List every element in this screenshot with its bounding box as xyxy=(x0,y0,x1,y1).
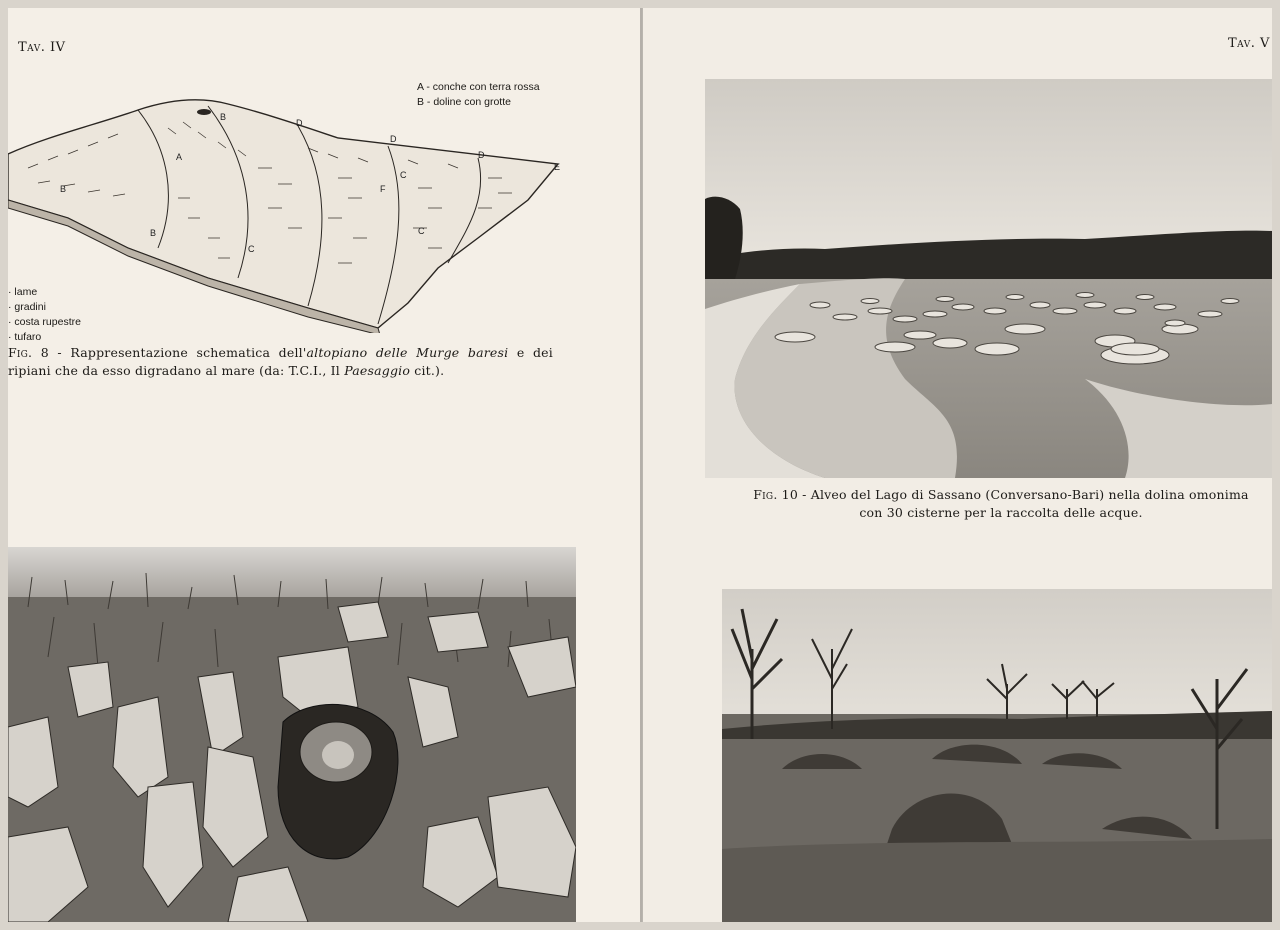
diagram-letter: F xyxy=(380,184,386,194)
plate-label-left: Tav. IV xyxy=(18,40,66,55)
karst-rocks-photo xyxy=(8,547,576,922)
legend-item-gradini: · gradini xyxy=(8,301,46,313)
plate-label-right: Tav. V xyxy=(1228,36,1270,51)
left-page xyxy=(8,8,640,922)
diagram-letter: C xyxy=(418,226,425,236)
diagram-letter: A xyxy=(176,152,183,162)
figure-10-caption: Fig. 10 - Alveo del Lago di Sassano (Conversano-Bari) nella dolina omonima con 30 cisterne per la raccolta delle acque. xyxy=(753,487,1249,520)
diagram-letter: D xyxy=(296,118,303,128)
right-page xyxy=(643,8,1272,922)
legend-item-costa-rupestre: · costa rupestre xyxy=(8,316,81,328)
murge-schematic-diagram xyxy=(8,88,568,333)
legend-item-a: A - conche con terra rossa xyxy=(417,81,540,93)
diagram-letter: C xyxy=(248,244,255,254)
diagram-letter: B xyxy=(150,228,157,238)
figure-8-caption: Fig. 8 - Rappresentazione schematica dell'altopiano delle Murge baresi e dei ripiani che da esso digradano al mare (da: T.C.I., Il Paesaggio cit.). xyxy=(8,345,553,378)
diagram-letter: D xyxy=(390,134,397,144)
legend-item-lame: · lame xyxy=(8,286,38,298)
lake-bed-cisterns-photo xyxy=(705,79,1272,478)
bare-trees-field-photo xyxy=(722,589,1272,922)
diagram-letter: B xyxy=(60,184,67,194)
legend-item-b: B - doline con grotte xyxy=(417,96,511,108)
diagram-letter: B xyxy=(220,112,227,122)
legend-item-tufaro: · tufaro xyxy=(8,331,42,343)
diagram-letter: E xyxy=(554,162,561,172)
diagram-letter: D xyxy=(478,150,485,160)
diagram-letter: C xyxy=(400,170,407,180)
